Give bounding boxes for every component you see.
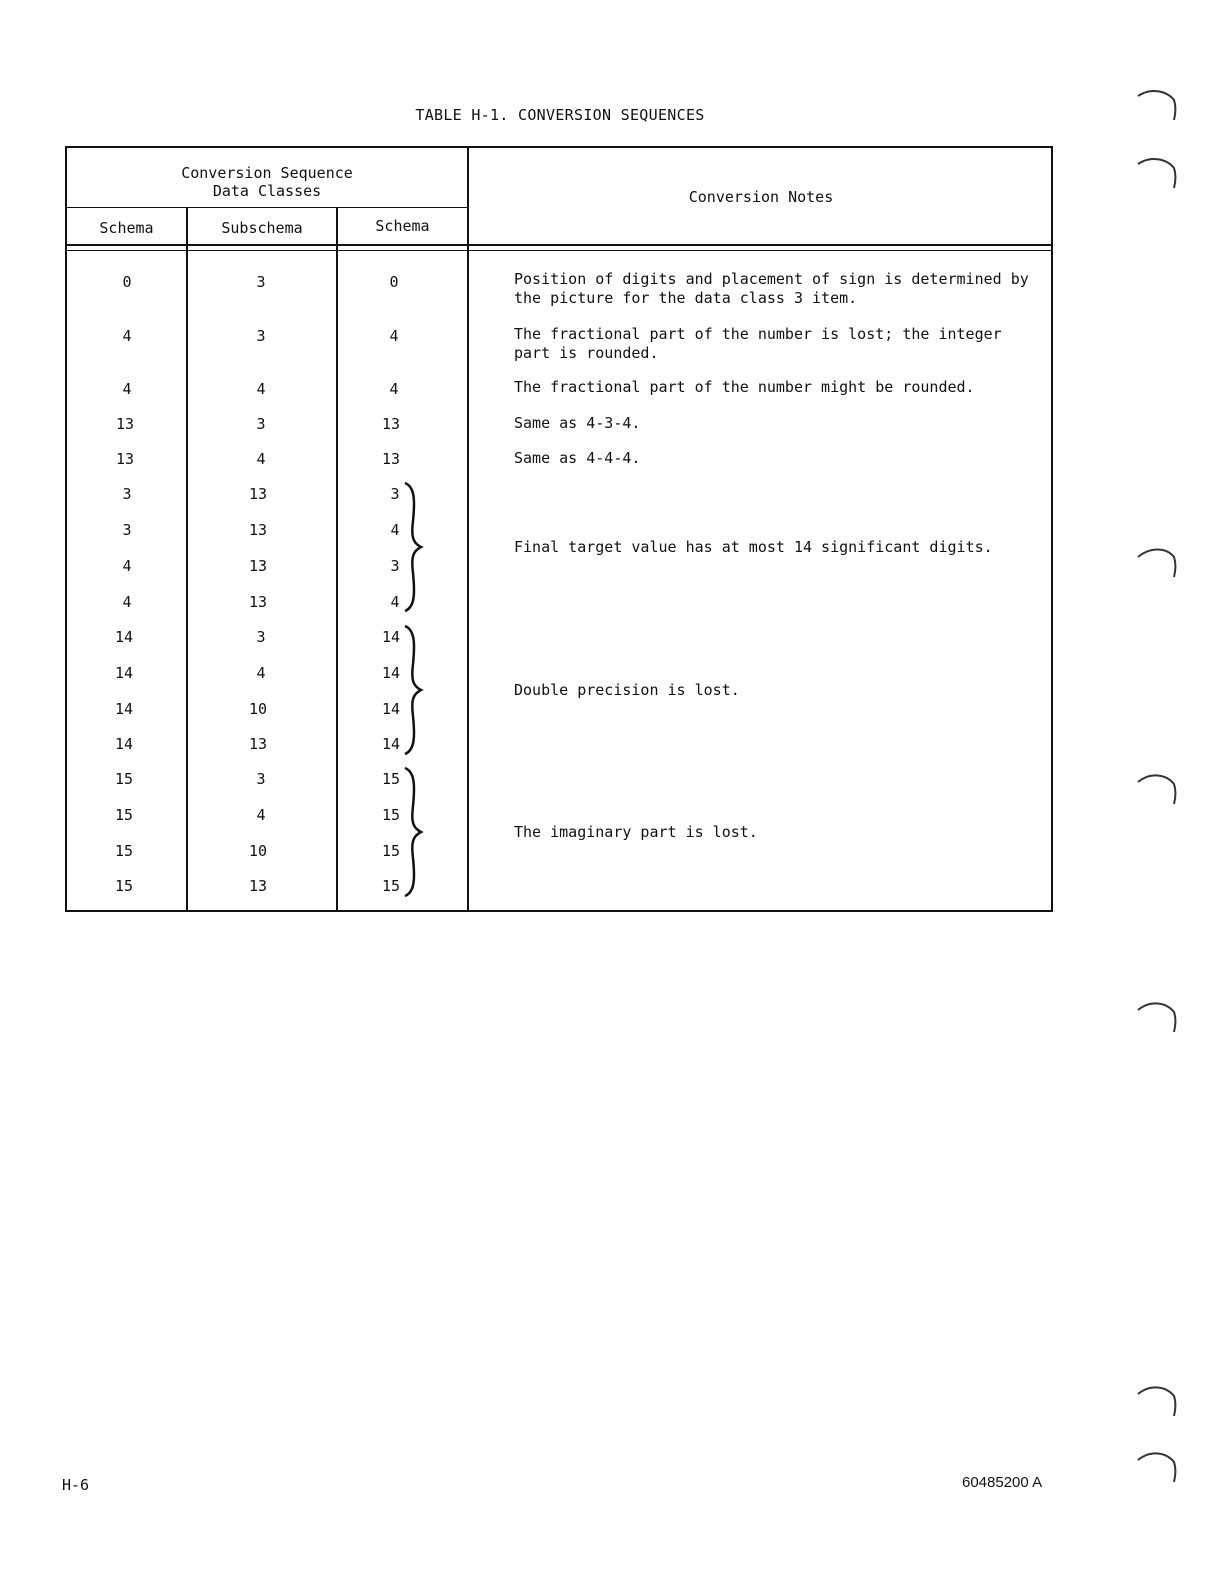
schema-cell: 14 (114, 664, 134, 682)
subschema-cell: 3 (256, 415, 266, 433)
header-bottom-rule (67, 250, 1051, 251)
conversion-note: Same as 4-3-4. (514, 414, 641, 432)
subschema-cell: 10 (248, 700, 268, 718)
subschema-cell: 4 (256, 664, 266, 682)
group-header-line2: Data Classes (212, 182, 322, 200)
punch-hole-mark (1136, 156, 1180, 190)
schema-cell: 15 (114, 770, 134, 788)
schema-cell: 3 (122, 521, 132, 539)
conversion-note: Double precision is lost. (514, 681, 740, 699)
subschema-cell: 3 (256, 628, 266, 646)
target-schema-cell: 4 (389, 327, 399, 345)
subschema-cell: 3 (256, 770, 266, 788)
schema-cell: 15 (114, 842, 134, 860)
subschema-cell: 4 (256, 806, 266, 824)
schema-cell: 4 (122, 593, 132, 611)
conversion-note: Position of digits and placement of sign is determined by the picture for the data class 3 item. (514, 270, 1029, 307)
page-number: H-6 (62, 1476, 90, 1494)
target-schema-cell: 15 (381, 770, 401, 788)
group-header (67, 164, 467, 200)
column-divider (467, 148, 469, 910)
schema-cell: 14 (114, 628, 134, 646)
target-schema-cell: 4 (390, 521, 400, 539)
schema-cell: 15 (114, 806, 134, 824)
target-schema-cell: 14 (381, 735, 401, 753)
target-schema-cell: 15 (381, 806, 401, 824)
target-schema-cell: 15 (381, 877, 401, 895)
subschema-cell: 13 (248, 593, 268, 611)
schema-cell: 14 (114, 735, 134, 753)
target-schema-cell: 0 (389, 273, 399, 291)
header-subschema: Subschema (221, 219, 303, 237)
schema-cell: 0 (122, 273, 132, 291)
conversion-note: The imaginary part is lost. (514, 823, 758, 841)
subschema-cell: 13 (248, 735, 268, 753)
target-schema-cell: 13 (381, 415, 401, 433)
table-title: TABLE H-1. CONVERSION SEQUENCES (415, 106, 705, 124)
schema-cell: 13 (115, 450, 135, 468)
subschema-cell: 3 (256, 327, 266, 345)
column-divider (186, 208, 188, 910)
schema-cell: 4 (122, 557, 132, 575)
column-divider (336, 208, 338, 910)
brace (403, 481, 425, 613)
punch-hole-mark (1136, 88, 1180, 122)
header-bottom-rule (67, 244, 1051, 246)
schema-cell: 14 (114, 700, 134, 718)
subschema-cell: 13 (248, 521, 268, 539)
subschema-cell: 10 (248, 842, 268, 860)
subschema-cell: 13 (248, 485, 268, 503)
header-divider (67, 207, 467, 208)
punch-hole-mark (1136, 1000, 1180, 1034)
schema-cell: 15 (114, 877, 134, 895)
schema-cell: 3 (122, 485, 132, 503)
conversion-table (65, 146, 1053, 912)
punch-hole-mark (1136, 545, 1180, 579)
header-target-schema: Schema (375, 217, 430, 235)
punch-hole-mark (1136, 1450, 1180, 1484)
punch-hole-mark (1136, 772, 1180, 806)
target-schema-cell: 15 (381, 842, 401, 860)
header-schema: Schema (99, 219, 154, 237)
conversion-note: The fractional part of the number might be rounded. (514, 378, 975, 396)
subschema-cell: 4 (256, 450, 266, 468)
target-schema-cell: 4 (389, 380, 399, 398)
document-number: 60485200 A (962, 1474, 1043, 1491)
target-schema-cell: 14 (381, 700, 401, 718)
target-schema-cell: 13 (381, 450, 401, 468)
target-schema-cell: 14 (381, 664, 401, 682)
subschema-cell: 13 (248, 877, 268, 895)
schema-cell: 4 (122, 327, 132, 345)
subschema-cell: 4 (256, 380, 266, 398)
subschema-cell: 3 (256, 273, 266, 291)
header-conversion-notes: Conversion Notes (688, 188, 834, 206)
conversion-note: The fractional part of the number is lost; the integer part is rounded. (514, 325, 1002, 362)
schema-cell: 4 (122, 380, 132, 398)
punch-hole-mark (1136, 1384, 1180, 1418)
brace (403, 624, 425, 756)
target-schema-cell: 3 (390, 557, 400, 575)
schema-cell: 13 (115, 415, 135, 433)
subschema-cell: 13 (248, 557, 268, 575)
brace (403, 766, 425, 898)
conversion-note: Same as 4-4-4. (514, 449, 641, 467)
target-schema-cell: 4 (390, 593, 400, 611)
group-header-line1: Conversion Sequence (181, 164, 353, 182)
target-schema-cell: 14 (381, 628, 401, 646)
target-schema-cell: 3 (390, 485, 400, 503)
conversion-note: Final target value has at most 14 significant digits. (514, 538, 993, 556)
